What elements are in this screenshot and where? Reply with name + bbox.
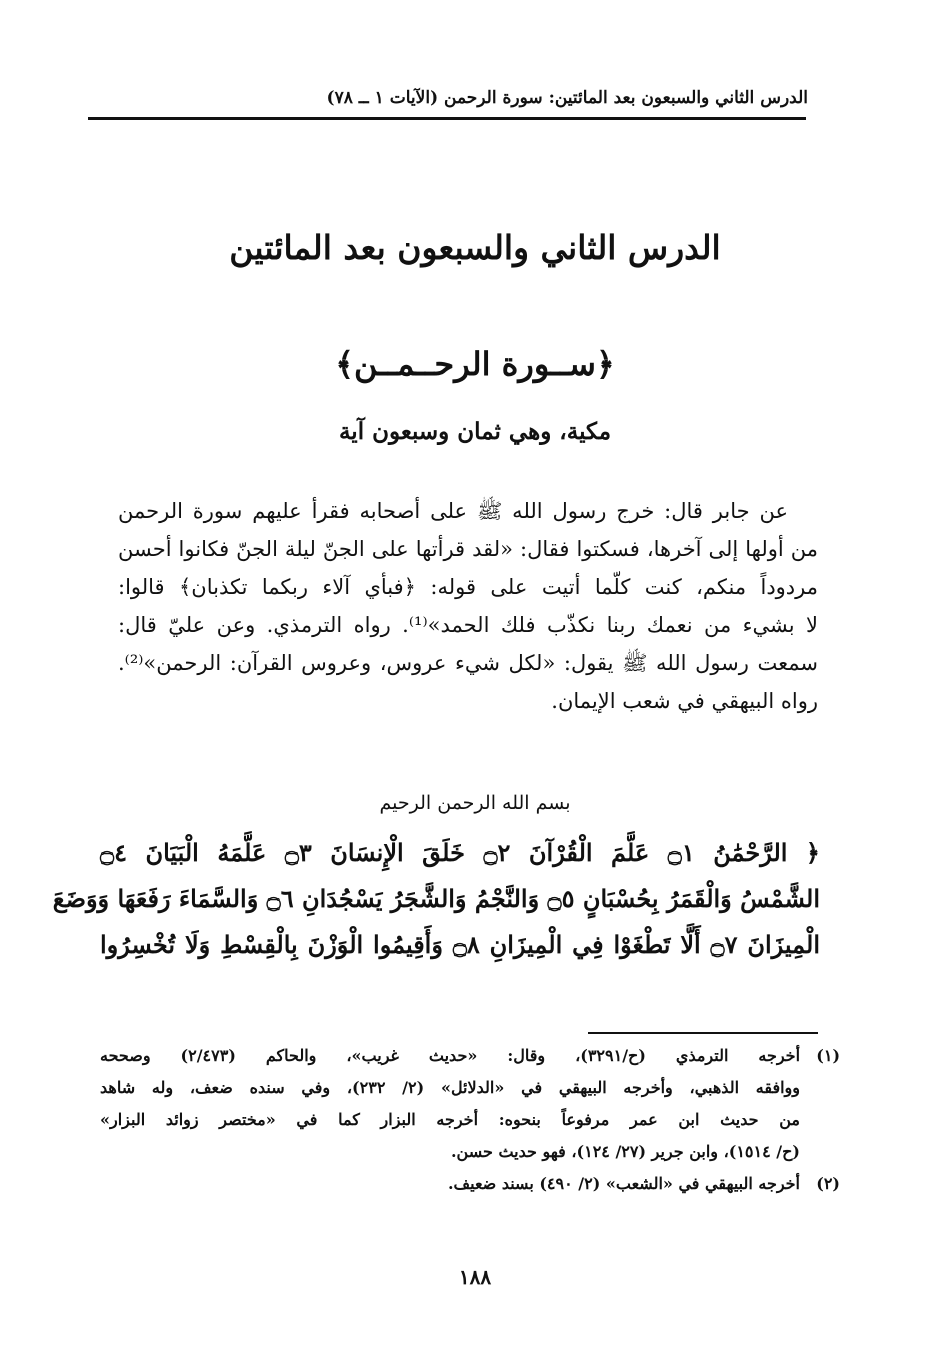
footnote-text: أخرجه البيهقي في «الشعب» (٢/ ٤٩٠) بسند ضعيف.	[447, 1174, 800, 1193]
paragraph-line: لا بشيء من نعمك ربنا نكذّب فلك الحمد»⁽¹⁾. رواه الترمذي. وعن عليّ قال:	[118, 613, 818, 637]
quran-verses	[52, 830, 820, 968]
running-header: الدرس الثاني والسبعون بعد المائتين: سورة الرحمن (الآيات ١ ــ ٧٨)	[326, 88, 808, 108]
footnote-1	[100, 1040, 840, 1072]
footnote-line: ووافقه الذهبي، وأخرجه البيهقي في «الدلائل» (٢/ ٢٣٢)، وفي سنده ضعف، وله شاهد	[100, 1078, 801, 1097]
footnote-divider	[588, 1032, 818, 1034]
surah-title: ﴿ســورة الرحــمــن﴾	[335, 345, 615, 383]
footnote-line: من حديث ابن عمر مرفوعاً بنحوه: أخرجه البزار كما في «مختصر زوائد البزار»	[100, 1110, 800, 1129]
footnotes	[100, 1040, 840, 1200]
paragraph-line: من أولها إلى آخرها، فسكتوا فقال: «لقد قرأتها على الجنّ ليلة الجنّ فكانوا أحسن	[118, 537, 818, 561]
intro-paragraph	[118, 492, 818, 720]
footnote-line: (ح/ ١٥١٤)، وابن جرير (٢٧/ ١٢٤)، فهو حديث حسن.	[450, 1142, 800, 1161]
verse-line: الْمِيزَانَ ۝٧ أَلَّا تَطْغَوْا فِي الْمِيزَانِ ۝٨ وَأَقِيمُوا الْوَزْنَ بِالْقِسْطِ وَلَا تُخْسِرُوا	[100, 930, 820, 959]
verse-line: ﴿ الرَّحْمَٰنُ ۝١ عَلَّمَ الْقُرْآنَ ۝٢ خَلَقَ الْإِنسَانَ ۝٣ عَلَّمَهُ الْبَيَانَ ۝٤	[100, 838, 820, 867]
footnote-2	[100, 1168, 840, 1200]
page-number: ١٨٨	[458, 1265, 492, 1289]
footnote-number: (٢)	[816, 1174, 840, 1193]
basmala: بسم الله الرحمن الرحيم	[379, 792, 571, 814]
lesson-title: الدرس الثاني والسبعون بعد المائتين	[229, 228, 721, 267]
paragraph-line: مردوداً منكم، كنت كلّما أتيت على قوله: ﴿فبأي آلاء ربكما تكذبان﴾ قالوا:	[118, 575, 818, 599]
surah-subtitle: مكية، وهي ثمان وسبعون آية	[338, 418, 612, 445]
paragraph-line: عن جابر قال: خرج رسول الله ﷺ على أصحابه فقرأ عليهم سورة الرحمن	[118, 499, 788, 523]
paragraph-line: سمعت رسول الله ﷺ يقول: «لكل شيء عروس، وعروس القرآن: الرحمن»⁽²⁾.	[118, 651, 818, 675]
footnote-text: أخرجه الترمذي (ح/٣٢٩١)، وقال: «حديث غريب»، والحاكم (٢/٤٧٣) وصححه	[100, 1046, 801, 1065]
header-divider	[88, 117, 806, 120]
paragraph-line: رواه البيهقي في شعب الإيمان.	[551, 689, 818, 713]
footnote-number: (١)	[816, 1046, 841, 1065]
verse-line: الشَّمْسُ وَالْقَمَرُ بِحُسْبَانٍ ۝٥ وَالنَّجْمُ وَالشَّجَرُ يَسْجُدَانِ ۝٦ وَالسَّمَاءَ رَفَعَهَا وَوَضَعَ	[52, 884, 820, 913]
